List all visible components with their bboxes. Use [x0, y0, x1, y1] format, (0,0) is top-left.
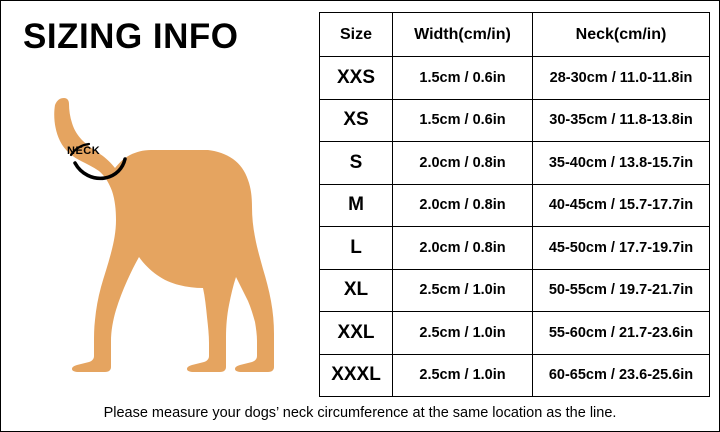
- dog-silhouette-icon: [19, 79, 299, 379]
- cell-neck: 50-55cm / 19.7-21.7in: [533, 269, 710, 312]
- table-row: [320, 354, 710, 397]
- cell-size: XL: [320, 269, 393, 312]
- cell-neck: 35-40cm / 13.8-15.7in: [533, 142, 710, 185]
- column-header-width: Width(cm/in): [393, 13, 533, 57]
- left-panel: [1, 1, 311, 401]
- cell-size: XS: [320, 99, 393, 142]
- cell-size: L: [320, 227, 393, 270]
- cell-width: 2.5cm / 1.0in: [393, 354, 533, 397]
- table-row: [320, 142, 710, 185]
- cell-neck: 45-50cm / 17.7-19.7in: [533, 227, 710, 270]
- cell-size: S: [320, 142, 393, 185]
- table-row: [320, 99, 710, 142]
- cell-neck: 40-45cm / 15.7-17.7in: [533, 184, 710, 227]
- dog-diagram: [19, 79, 299, 379]
- cell-size: XXS: [320, 57, 393, 100]
- cell-size: XXL: [320, 312, 393, 355]
- measurement-note: Please measure your dogs’ neck circumference at the same location as the line.: [103, 405, 617, 421]
- column-header-size: Size: [320, 13, 393, 57]
- cell-width: 2.5cm / 1.0in: [393, 312, 533, 355]
- column-header-neck: Neck(cm/in): [533, 13, 710, 57]
- table-row: [320, 57, 710, 100]
- sizing-table: [319, 12, 710, 397]
- table-row: [320, 312, 710, 355]
- cell-width: 1.5cm / 0.6in: [393, 57, 533, 100]
- neck-label: NECK: [67, 145, 101, 157]
- cell-neck: 28-30cm / 11.0-11.8in: [533, 57, 710, 100]
- sizing-table-wrap: [319, 12, 709, 390]
- cell-width: 2.5cm / 1.0in: [393, 269, 533, 312]
- cell-size: XXXL: [320, 354, 393, 397]
- table-row: [320, 184, 710, 227]
- table-row: [320, 227, 710, 270]
- cell-width: 2.0cm / 0.8in: [393, 142, 533, 185]
- cell-neck: 30-35cm / 11.8-13.8in: [533, 99, 710, 142]
- cell-width: 2.0cm / 0.8in: [393, 227, 533, 270]
- cell-width: 2.0cm / 0.8in: [393, 184, 533, 227]
- table-header-row: [320, 13, 710, 57]
- cell-size: M: [320, 184, 393, 227]
- cell-neck: 60-65cm / 23.6-25.6in: [533, 354, 710, 397]
- page-title: SIZING INFO: [23, 17, 239, 56]
- cell-neck: 55-60cm / 21.7-23.6in: [533, 312, 710, 355]
- cell-width: 1.5cm / 0.6in: [393, 99, 533, 142]
- table-row: [320, 269, 710, 312]
